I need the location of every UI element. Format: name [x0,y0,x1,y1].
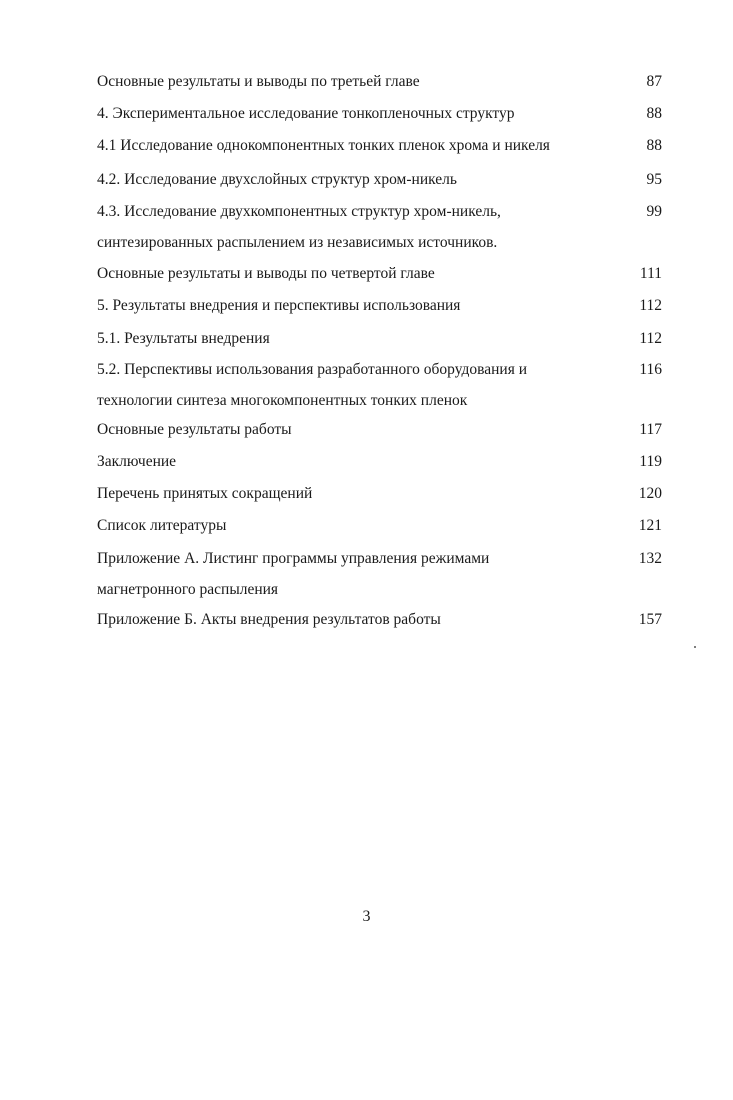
toc-entry [97,196,662,258]
toc-entry-title: 4.1 Исследование однокомпонентных тонких пленок хрома и никеля [97,137,550,154]
toc-entry-title: Основные результаты и выводы по третьей главе [97,73,420,90]
toc-entry [97,446,662,477]
toc-entry [97,290,662,321]
toc-entry [97,510,662,541]
toc-entry [97,604,662,635]
toc-entry-page: 117 [639,421,662,438]
toc-entry-page: 112 [639,297,662,314]
toc-entry-title: Перечень принятых сокращений [97,485,313,502]
toc-entry [97,323,662,354]
toc-entry-title: 5. Результаты внедрения и перспективы использования [97,297,461,314]
toc-entry-title: Основные результаты работы [97,421,292,438]
toc-entry [97,98,662,129]
toc-entry-page: 120 [638,485,662,502]
toc-entry-title: Приложение Б. Акты внедрения результатов работы [97,611,441,628]
toc-entry-page: 157 [638,611,662,628]
toc-entry [97,258,662,289]
toc-entry-title-continued: синтезированных распылением из независимых источников. [97,234,498,251]
toc-entry-title: Заключение [97,453,177,470]
toc-entry-page: 95 [646,171,662,188]
toc-entry-page: 132 [638,550,662,567]
toc-entry [97,354,662,416]
toc-entry-page: 88 [646,105,662,122]
page-number: 3 [362,908,371,925]
toc-entry [97,478,662,509]
toc-entry-title: 4.2. Исследование двухслойных структур хром-никель [97,171,457,188]
toc-entry-title: 5.1. Результаты внедрения [97,330,270,347]
toc-entry-page: 121 [638,517,662,534]
toc-entry [97,66,662,97]
toc-entry-page: 88 [646,137,662,154]
toc-entry [97,130,662,161]
toc-entry-page: 116 [639,361,662,378]
toc-entry [97,543,662,605]
toc-entry-page: 99 [646,203,662,220]
toc-entry [97,414,662,445]
toc-entry-title: 5.2. Перспективы использования разработанного оборудования и [97,361,528,378]
toc-entry-page: 111 [639,265,662,282]
toc-entry-page: 112 [639,330,662,347]
toc-entry-title-continued: технологии синтеза многокомпонентных тонких пленок [97,392,468,409]
toc-entry-page: 119 [639,453,662,470]
toc-entry-title: 4. Экспериментальное исследование тонкопленочных структур [97,105,515,122]
toc-entry-title: Основные результаты и выводы по четвертой главе [97,265,435,282]
toc-entry-title: 4.3. Исследование двухкомпонентных структур хром-никель, [97,203,501,220]
toc-entry-title-continued: магнетронного распыления [97,581,279,598]
toc-entry-title: Приложение А. Листинг программы управления режимами [97,550,490,567]
toc-entry-page: 87 [646,73,662,90]
toc-entry [97,164,662,195]
scan-speck [694,646,696,648]
toc-entry-title: Список литературы [97,517,227,534]
